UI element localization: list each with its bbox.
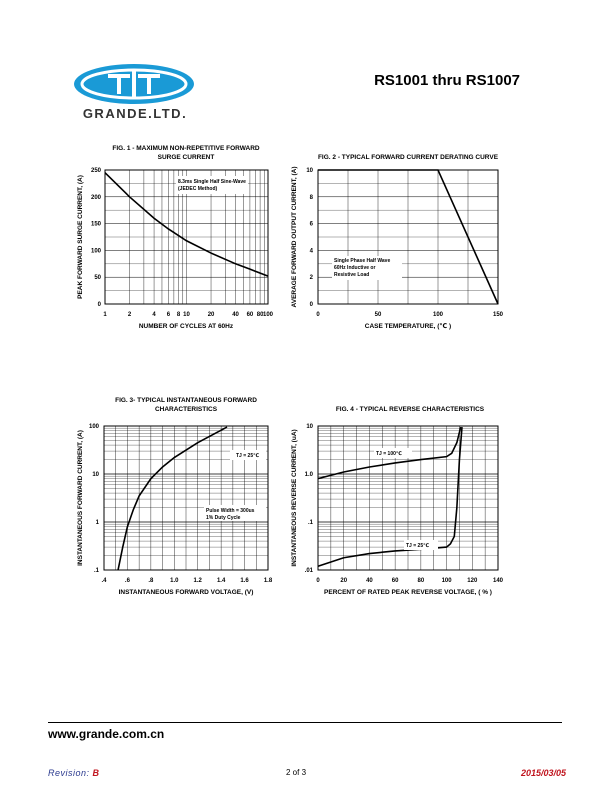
fig3-x-tick-label: 1.0 bbox=[170, 578, 179, 584]
fig3-y-tick-label: .1 bbox=[93, 568, 99, 574]
fig1-x-tick-label: 60 bbox=[246, 312, 254, 318]
fig4-y-tick-label: .01 bbox=[304, 568, 313, 574]
fig1-title-line1: FIG. 1 - MAXIMUM NON-REPETITIVE FORWARD bbox=[112, 145, 260, 152]
fig1-x-tick-label: 10 bbox=[183, 312, 190, 318]
fig1-x-tick-label: 1 bbox=[103, 312, 107, 318]
fig2-y-tick-label: 10 bbox=[306, 168, 313, 174]
fig3-series-line bbox=[118, 427, 227, 570]
fig4-x-tick-label: 60 bbox=[391, 578, 399, 584]
fig2-x-tick-label: 100 bbox=[432, 312, 444, 318]
fig2-y-tick-label: 6 bbox=[309, 221, 313, 228]
fig3-x-tick-label: 1.6 bbox=[240, 578, 249, 584]
fig3-x-tick-label: .6 bbox=[124, 578, 130, 584]
fig1-y-tick-label: 0 bbox=[97, 302, 101, 308]
fig1-xlabel: NUMBER OF CYCLES AT 60Hz bbox=[138, 323, 234, 330]
fig3-x-tick-label: 1.8 bbox=[263, 578, 273, 584]
fig1-chart bbox=[70, 140, 290, 340]
fig4-x-tick-label: 20 bbox=[340, 578, 348, 584]
fig3-x-tick-label: .4 bbox=[101, 578, 107, 584]
fig2-title: FIG. 2 - TYPICAL FORWARD CURRENT DERATING CURVE bbox=[317, 154, 499, 161]
fig1-y-tick-label: 100 bbox=[90, 248, 101, 255]
fig4-ylabel: INSTANTANEOUS REVERSE CURRENT, (uA) bbox=[291, 429, 298, 567]
footer-divider bbox=[48, 722, 562, 723]
fig1-annotation-line2: (JEDEC Method) bbox=[178, 186, 218, 192]
fig1-y-tick-label: 250 bbox=[90, 168, 101, 174]
revision-date: 2015/03/05 bbox=[520, 768, 566, 778]
fig1-y-tick-label: 200 bbox=[90, 194, 101, 201]
fig2-x-tick-label: 150 bbox=[492, 312, 504, 318]
fig3-xlabel: INSTANTANEOUS FORWARD VOLTAGE, (V) bbox=[118, 589, 254, 596]
fig3-annotation-tj: TJ = 25℃ bbox=[236, 453, 260, 459]
fig3-x-tick-label: 1.4 bbox=[216, 578, 226, 584]
fig1-x-tick-label: 8 bbox=[176, 312, 181, 318]
company-name: GRANDE.LTD. bbox=[82, 106, 188, 121]
fig2-y-tick-label: 0 bbox=[309, 302, 313, 308]
fig2-y-tick-label: 8 bbox=[309, 194, 313, 201]
fig2-xlabel: CASE TEMPERATURE, (℃ ) bbox=[364, 323, 452, 330]
fig1-x-tick-label: 40 bbox=[232, 312, 239, 318]
fig3-y-tick-label: 100 bbox=[88, 424, 99, 430]
document-title: RS1001 thru RS1007 bbox=[374, 72, 520, 89]
fig3-y-tick-label: 10 bbox=[92, 472, 99, 478]
fig4-annotation-100: TJ = 100℃ bbox=[376, 451, 402, 457]
fig4-y-tick-label: 1.0 bbox=[304, 472, 313, 478]
fig3-title-line2: CHARACTERISTICS bbox=[154, 406, 218, 413]
fig4-x-tick-label: 40 bbox=[366, 578, 373, 584]
fig2-ylabel: AVERAGE FORWARD OUTPUT CURRENT, (A) bbox=[291, 166, 298, 308]
fig2-y-tick-label: 2 bbox=[309, 275, 313, 282]
fig1-ylabel: PEAK FORWARD SURGE CURRENT, (A) bbox=[77, 175, 84, 299]
fig4-x-tick-label: 120 bbox=[467, 578, 478, 584]
fig1-title-line2: SURGE CURRENT bbox=[157, 154, 215, 161]
fig3-annotation-line2: 1% Duty Cycle bbox=[206, 515, 241, 521]
fig2-x-tick-label: 0 bbox=[316, 312, 320, 318]
fig1-y-tick-label: 150 bbox=[90, 221, 101, 228]
fig1-x-tick-label: 4 bbox=[152, 312, 156, 318]
fig3-annotation-line1: Pulse Width = 300us bbox=[206, 508, 255, 514]
fig1-y-tick-label: 50 bbox=[94, 275, 101, 282]
revision-info bbox=[48, 768, 100, 778]
fig4-x-tick-label: 80 bbox=[417, 578, 425, 584]
fig4-x-tick-label: 100 bbox=[441, 578, 452, 584]
fig4-title: FIG. 4 - TYPICAL REVERSE CHARACTERISTICS bbox=[335, 406, 485, 413]
fig4-xlabel: PERCENT OF RATED PEAK REVERSE VOLTAGE, ( % ) bbox=[324, 589, 492, 596]
fig2-annotation-line3: Resistive Load bbox=[334, 272, 370, 278]
fig2-annotation-line1: Single Phase Half Wave bbox=[334, 258, 391, 264]
fig4-x-tick-label: 0 bbox=[316, 578, 320, 584]
fig4-x-tick-label: 140 bbox=[492, 578, 504, 584]
website-link[interactable]: www.grande.com.cn bbox=[48, 727, 165, 741]
revision-value: B bbox=[92, 768, 100, 778]
fig1-x-tick-label: 80 bbox=[256, 312, 264, 318]
fig1-x-tick-label: 6 bbox=[166, 312, 171, 318]
fig4-series-tj25-line bbox=[318, 427, 462, 566]
fig1-x-tick-label: 100 bbox=[262, 312, 274, 318]
fig2-y-tick-label: 4 bbox=[309, 248, 313, 255]
page-number: 2 of 3 bbox=[286, 768, 307, 777]
fig4-y-tick-label: .1 bbox=[307, 520, 313, 526]
fig1-x-tick-label: 2 bbox=[127, 312, 132, 318]
fig4-annotation-25: TJ = 25℃ bbox=[406, 543, 430, 549]
fig3-ylabel: INSTANTANEOUS FORWARD CURRENT, (A) bbox=[77, 430, 84, 566]
fig3-x-tick-label: .8 bbox=[148, 578, 154, 584]
revision-label: Revision: bbox=[48, 768, 93, 778]
fig3-chart bbox=[70, 392, 290, 602]
fig4-chart bbox=[290, 392, 520, 602]
fig3-x-tick-label: 1.2 bbox=[193, 578, 202, 584]
fig3-y-tick-label: 1 bbox=[95, 520, 99, 526]
fig2-x-tick-label: 50 bbox=[374, 312, 382, 318]
fig2-annotation-line2: 60Hz Inductive or bbox=[334, 265, 376, 271]
fig1-x-tick-label: 20 bbox=[207, 312, 215, 318]
fig3-title-line1: FIG. 3- TYPICAL INSTANTANEOUS FORWARD bbox=[115, 397, 257, 404]
fig2-chart bbox=[290, 140, 520, 340]
fig1-annotation-line1: 8.3ms Single Half Sine-Wave bbox=[178, 179, 246, 185]
fig4-y-tick-label: 10 bbox=[306, 424, 313, 430]
